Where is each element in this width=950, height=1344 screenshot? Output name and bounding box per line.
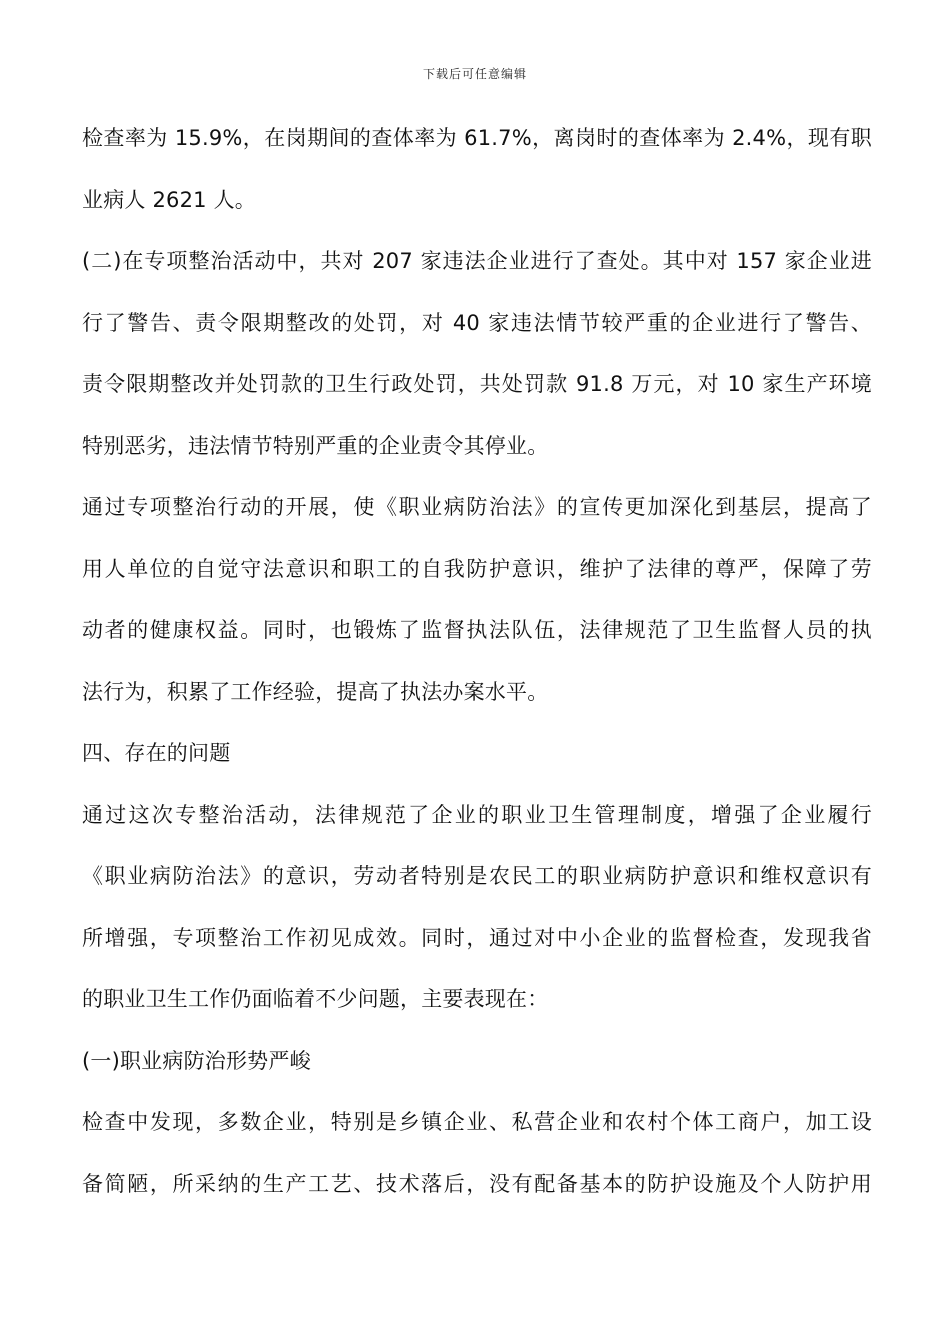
- text-line: 通过这次专整治活动，法律规范了企业的职业卫生管理制度，增强了企业履行: [82, 802, 872, 827]
- page-header: 下载后可任意编辑: [422, 67, 527, 81]
- text-line: (二)在专项整治活动中，共对 207 家违法企业进行了查处。其中对 157 家企业进: [82, 249, 872, 273]
- text-line: 所增强，专项整治工作初见成效。同时，通过对中小企业的监督检查，发现我省: [82, 925, 872, 950]
- text-line: 检查中发现，多数企业，特别是乡镇企业、私营企业和农村个体工商户，加工设: [82, 1110, 872, 1134]
- text-line: 业病人 2621 人。: [82, 187, 256, 212]
- text-line: 检查率为 15.9%，在岗期间的查体率为 61.7%，离岗时的查体率为 2.4%，现有职: [82, 126, 872, 150]
- text-line: 动者的健康权益。同时，也锻炼了监督执法队伍，法律规范了卫生监督人员的执: [82, 618, 872, 642]
- text-line: 备简陋，所采纳的生产工艺、技术落后，没有配备基本的防护设施及个人防护用: [82, 1171, 872, 1196]
- text-line: 的职业卫生工作仍面临着不少问题，主要表现在：: [82, 987, 549, 1011]
- text-line: 特别恶劣，违法情节特别严重的企业责令其停业。: [82, 433, 549, 458]
- text-line: 《职业病防治法》的意识，劳动者特别是农民工的职业病防护意识和维权意识有: [82, 864, 872, 888]
- section-heading: 四、存在的问题: [82, 741, 231, 765]
- text-line: 法行为，积累了工作经验，提高了执法办案水平。: [82, 679, 549, 704]
- text-line: 责令限期整改并处罚款的卫生行政处罚，共处罚款 91.8 万元，对 10 家生产环境: [82, 372, 872, 396]
- subsection-heading: (一)职业病防治形势严峻: [82, 1048, 311, 1073]
- text-line: 用人单位的自觉守法意识和职工的自我防护意识，维护了法律的尊严，保障了劳: [82, 556, 872, 581]
- text-line: 行了警告、责令限期整改的处罚，对 40 家违法情节较严重的企业进行了警告、: [82, 310, 872, 335]
- document-body: [82, 108, 872, 1215]
- text-line: 通过专项整治行动的开展，使《职业病防治法》的宣传更加深化到基层，提高了: [82, 495, 872, 519]
